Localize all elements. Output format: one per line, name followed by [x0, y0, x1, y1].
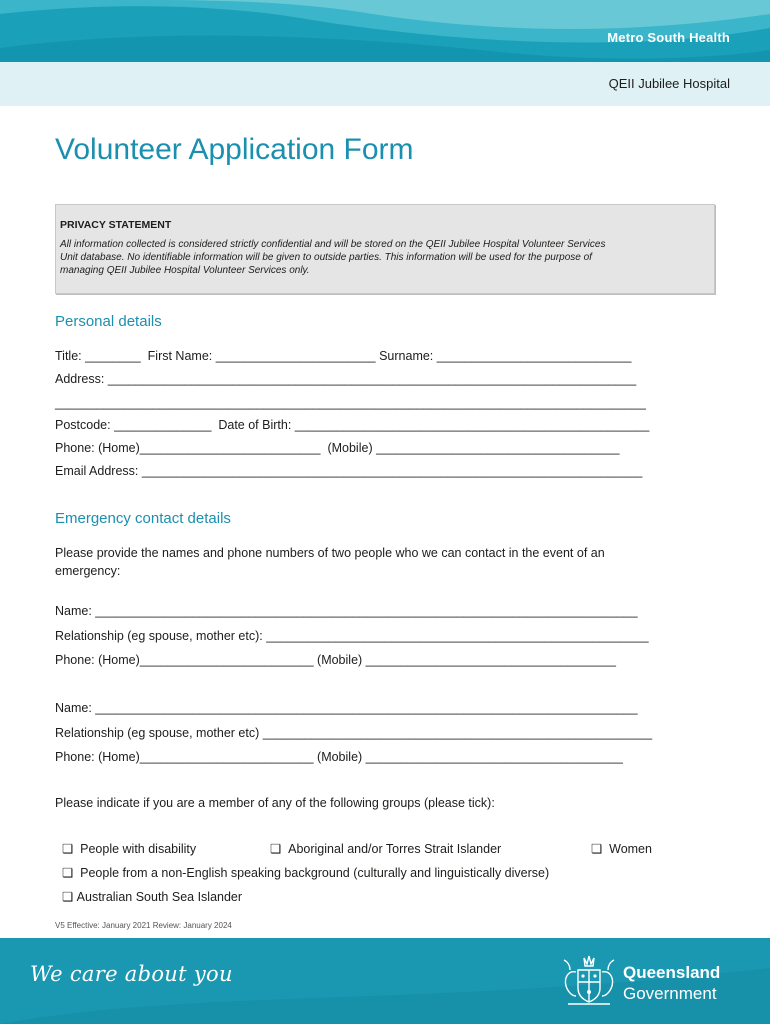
aboriginal-label: Aboriginal and/or Torres Strait Islander: [288, 842, 502, 856]
address-field[interactable]: Address: ____________________________________________________________________________: [55, 372, 637, 386]
women-label: Women: [609, 842, 652, 856]
brand-name: Metro South Health: [607, 30, 730, 45]
checkbox-icon[interactable]: ❏: [269, 842, 282, 856]
emergency-intro-line-2: emergency:: [55, 564, 121, 578]
contact-1-name-field[interactable]: Name: ______________________________________________________________________________: [55, 604, 638, 618]
tagline: We care about you: [30, 962, 233, 986]
queensland-crest-icon: [558, 952, 620, 1008]
privacy-heading: PRIVACY STATEMENT: [60, 219, 172, 231]
postcode-dob-field[interactable]: Postcode: ______________ Date of Birth: ___________________________________________________: [55, 418, 650, 432]
contact-1-phone-field[interactable]: Phone: (Home)_________________________ (Mobile) ____________________________________: [55, 653, 616, 667]
version-footnote: V5 Effective: January 2021 Review: January 2024: [55, 921, 232, 930]
privacy-line-1: All information collected is considered strictly confidential and will be stored on the QEII Jubilee Hospital Volunteer Services: [60, 239, 606, 250]
hospital-name: QEII Jubilee Hospital: [608, 76, 730, 91]
checkbox-icon[interactable]: ❏: [61, 842, 74, 856]
title-name-surname-field[interactable]: Title: ________ First Name: _______________________ Surname: ____________________________: [55, 349, 632, 363]
queensland-wordmark: Queensland: [623, 963, 721, 982]
checkbox-option-women[interactable]: [584, 827, 652, 856]
privacy-line-2: Unit database. No identifiable information will be given to outside parties. This information will be used for the purpose of: [60, 252, 592, 263]
nesb-label: People from a non-English speaking background (culturally and linguistically diverse): [80, 866, 550, 880]
privacy-statement-box: [55, 204, 715, 294]
phone-field[interactable]: Phone: (Home)__________________________ (Mobile) ___________________________________: [55, 441, 620, 455]
checkbox-icon[interactable]: ❏: [590, 842, 603, 856]
personal-details-heading: Personal details: [55, 313, 162, 330]
government-wordmark: Government: [623, 984, 717, 1003]
contact-2-phone-field[interactable]: Phone: (Home)_________________________ (Mobile) _____________________________________: [55, 750, 623, 764]
contact-1-relationship-field[interactable]: Relationship (eg spouse, mother etc): _______________________________________________________: [55, 629, 649, 643]
emergency-intro-line-1: Please provide the names and phone numbers of two people who we can contact in the event of an: [55, 546, 605, 560]
contact-2-name-field[interactable]: Name: ______________________________________________________________________________: [55, 701, 638, 715]
disability-label: People with disability: [80, 842, 197, 856]
emergency-contact-heading: Emergency contact details: [55, 510, 231, 527]
privacy-line-3: managing QEII Jubilee Hospital Volunteer Services only.: [60, 265, 310, 276]
page-title: Volunteer Application Form: [55, 133, 414, 166]
email-field[interactable]: Email Address: ________________________________________________________________________: [55, 464, 643, 478]
south-sea-label: Australian South Sea Islander: [76, 890, 243, 904]
address-line-2-field[interactable]: _____________________________________________________________________________________: [55, 396, 646, 410]
groups-intro: Please indicate if you are a member of any of the following groups (please tick):: [55, 796, 495, 810]
checkbox-option-south-sea[interactable]: [55, 875, 242, 904]
checkbox-icon[interactable]: ❏: [61, 866, 74, 880]
checkbox-icon[interactable]: ❏: [61, 890, 74, 904]
contact-2-relationship-field[interactable]: Relationship (eg spouse, mother etc) ________________________________________________________: [55, 726, 653, 740]
